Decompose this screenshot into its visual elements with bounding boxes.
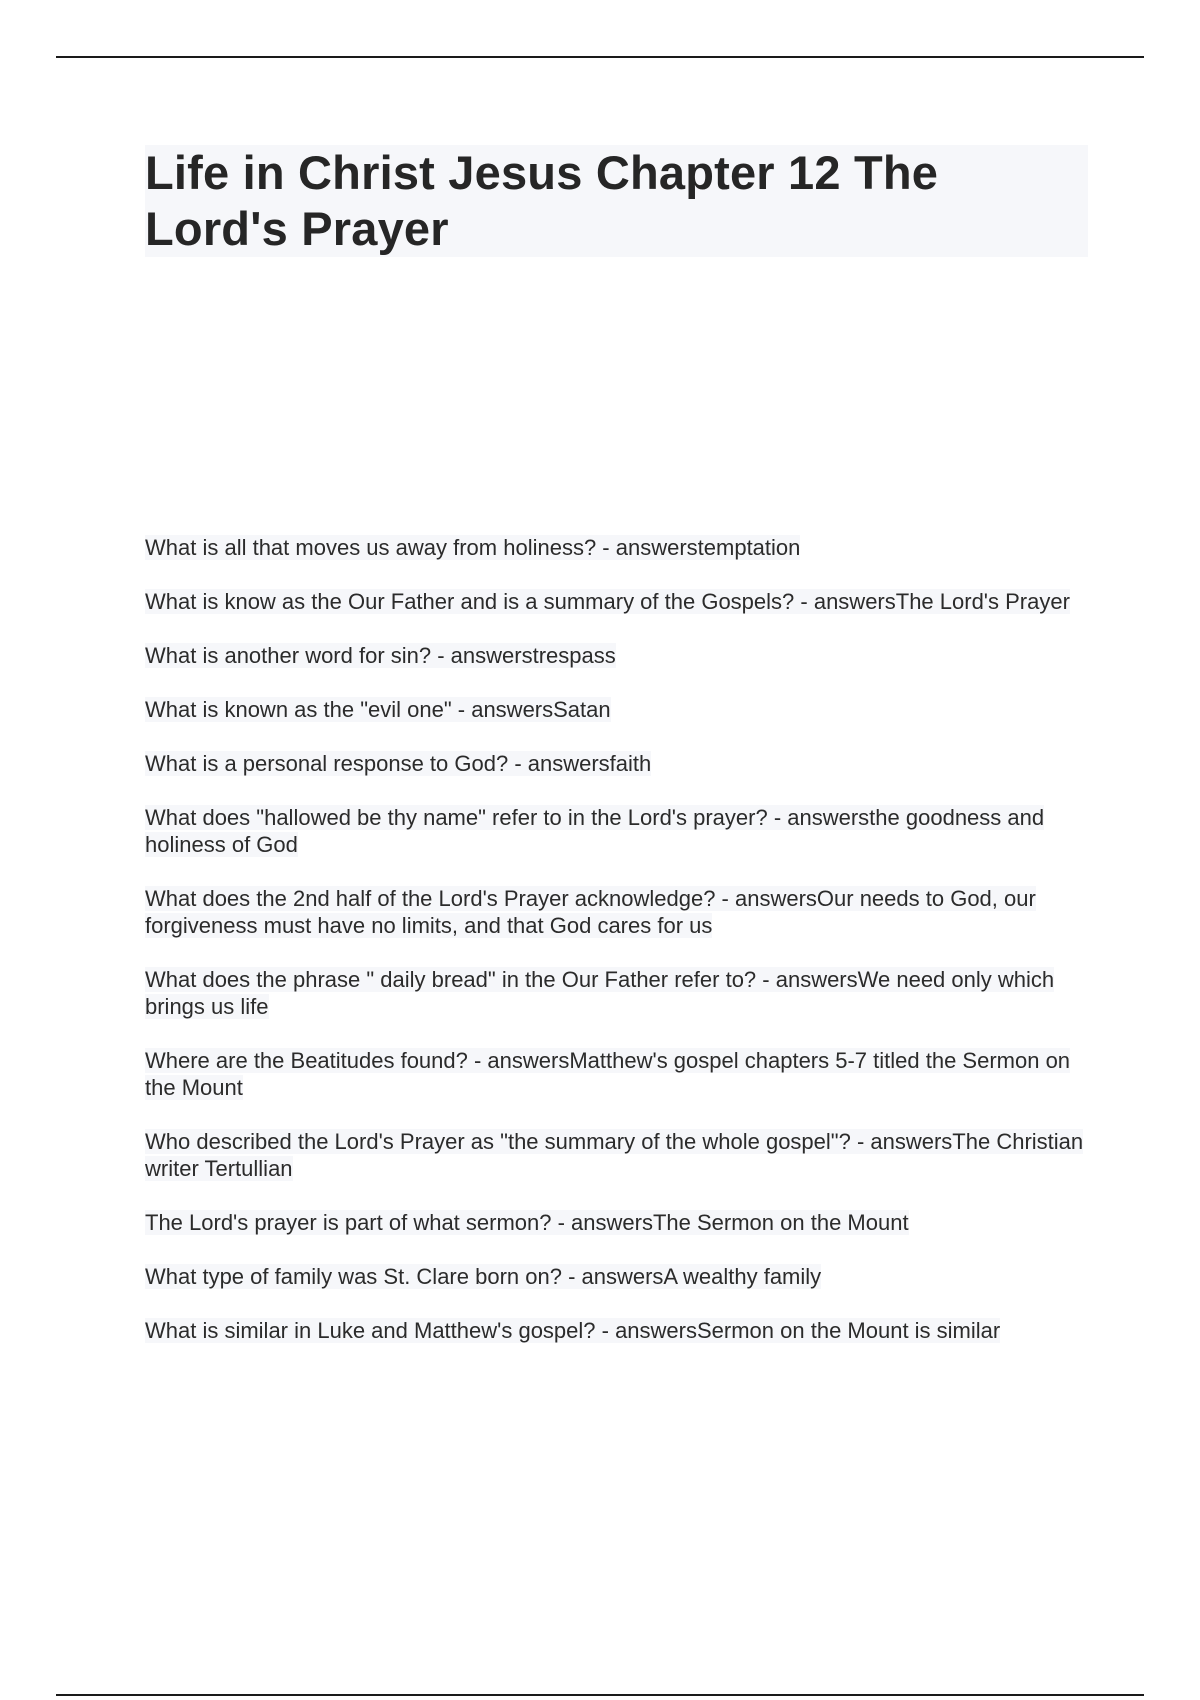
qa-item bbox=[145, 642, 1090, 669]
qa-item bbox=[145, 1263, 1090, 1290]
qa-list bbox=[145, 534, 1090, 1371]
qa-text: What type of family was St. Clare born on? - answersA wealthy family bbox=[145, 1264, 822, 1289]
title-block bbox=[145, 145, 1088, 257]
qa-item bbox=[145, 885, 1090, 939]
qa-text: What is know as the Our Father and is a summary of the Gospels? - answersThe Lord's Prayer bbox=[145, 589, 1070, 614]
qa-text: Where are the Beatitudes found? - answersMatthew's gospel chapters 5-7 titled the Sermon on the Mount bbox=[145, 1048, 1071, 1100]
qa-item bbox=[145, 696, 1090, 723]
qa-item bbox=[145, 1047, 1090, 1101]
qa-text: What does "hallowed be thy name" refer to in the Lord's prayer? - answersthe goodness and holiness of God bbox=[145, 805, 1045, 857]
qa-item bbox=[145, 966, 1090, 1020]
qa-text: What does the phrase " daily bread" in the Our Father refer to? - answersWe need only which brings us life bbox=[145, 967, 1055, 1019]
qa-text: What is all that moves us away from holiness? - answerstemptation bbox=[145, 535, 801, 560]
qa-text: What is another word for sin? - answerstrespass bbox=[145, 643, 616, 668]
qa-item bbox=[145, 1317, 1090, 1344]
qa-item bbox=[145, 1209, 1090, 1236]
qa-item bbox=[145, 804, 1090, 858]
qa-text: Who described the Lord's Prayer as "the summary of the whole gospel"? - answersThe Christian writer Tertullian bbox=[145, 1129, 1084, 1181]
qa-text: The Lord's prayer is part of what sermon? - answersThe Sermon on the Mount bbox=[145, 1210, 909, 1235]
qa-item bbox=[145, 750, 1090, 777]
qa-item bbox=[145, 588, 1090, 615]
qa-text: What is known as the "evil one" - answersSatan bbox=[145, 697, 611, 722]
qa-item bbox=[145, 534, 1090, 561]
qa-text: What is similar in Luke and Matthew's gospel? - answersSermon on the Mount is similar bbox=[145, 1318, 1001, 1343]
top-rule bbox=[56, 56, 1144, 58]
qa-text: What does the 2nd half of the Lord's Prayer acknowledge? - answersOur needs to God, our forgiveness must have no limits, and that God cares for us bbox=[145, 886, 1036, 938]
qa-item bbox=[145, 1128, 1090, 1182]
qa-text: What is a personal response to God? - answersfaith bbox=[145, 751, 652, 776]
document-title: Life in Christ Jesus Chapter 12 The Lord's Prayer bbox=[145, 146, 939, 255]
bottom-rule bbox=[56, 1694, 1144, 1696]
